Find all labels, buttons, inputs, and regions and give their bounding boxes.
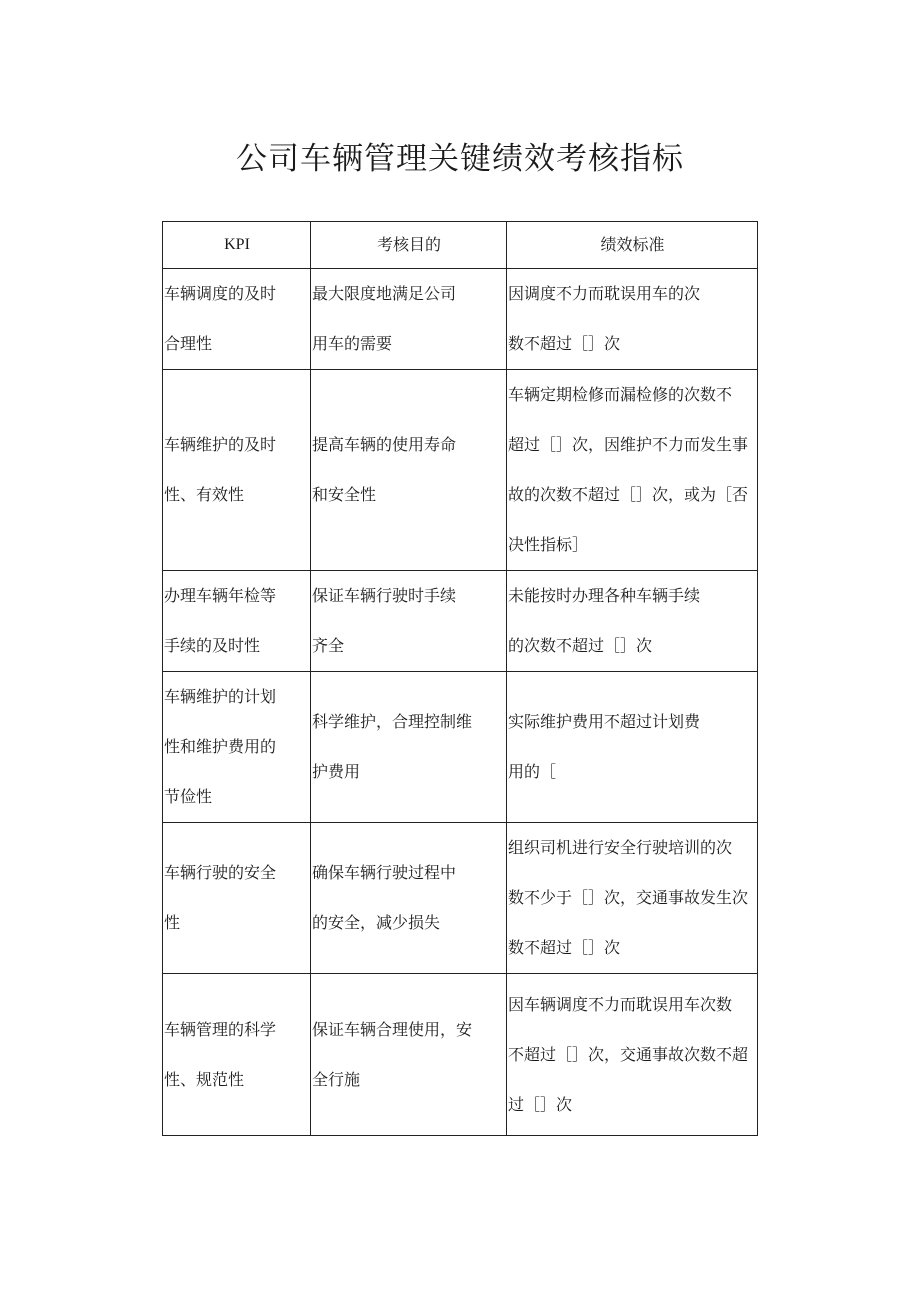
page-title: 公司车辆管理关键绩效考核指标 — [236, 141, 684, 177]
table-row — [163, 672, 758, 823]
table-row — [163, 974, 758, 1136]
header-purpose: 考核目的 — [311, 222, 507, 269]
standard-cell: 车辆定期检修而漏检修的次数不 超过［］次，因维护不力而发生事 故的次数不超过［］次，或为［否 决性指标］ — [508, 385, 749, 554]
header-kpi: KPI — [163, 222, 311, 269]
table-row — [163, 269, 758, 370]
standard-cell: 因车辆调度不力而耽误用车次数 不超过［］次，交通事故次数不超 过［］次 — [508, 994, 749, 1114]
purpose-cell: 最大限度地满足公司 用车的需要 — [312, 284, 457, 353]
table-row — [163, 823, 758, 974]
kpi-table — [162, 221, 758, 1136]
purpose-cell: 提高车辆的使用寿命 和安全性 — [312, 435, 457, 504]
table-row — [163, 370, 758, 571]
purpose-cell: 确保车辆行驶过程中 的安全，减少损失 — [312, 863, 457, 932]
kpi-cell: 车辆行驶的安全 性 — [164, 863, 277, 932]
standard-cell: 因调度不力而耽误用车的次 数不超过［］次 — [508, 284, 701, 353]
standard-cell: 实际维护费用不超过计划费 用的［ — [508, 712, 701, 781]
table-header-row — [163, 222, 758, 269]
purpose-cell: 保证车辆行驶时手续 齐全 — [312, 586, 457, 655]
purpose-cell: 保证车辆合理使用，安 全行施 — [312, 1019, 473, 1089]
standard-cell: 未能按时办理各种车辆手续 的次数不超过［］次 — [508, 586, 701, 655]
table-row — [163, 571, 758, 672]
standard-cell: 组织司机进行安全行驶培训的次 数不少于［］次，交通事故发生次 数不超过［］次 — [508, 838, 749, 957]
kpi-cell: 车辆维护的及时 性、有效性 — [164, 435, 277, 504]
kpi-cell: 车辆调度的及时 合理性 — [164, 284, 277, 353]
kpi-cell: 办理车辆年检等 手续的及时性 — [164, 586, 277, 655]
kpi-cell: 车辆管理的科学 性、规范性 — [164, 1019, 277, 1089]
header-standard: 绩效标准 — [507, 222, 758, 269]
purpose-cell: 科学维护，合理控制维 护费用 — [312, 712, 473, 781]
kpi-cell: 车辆维护的计划 性和维护费用的 节俭性 — [164, 687, 277, 806]
